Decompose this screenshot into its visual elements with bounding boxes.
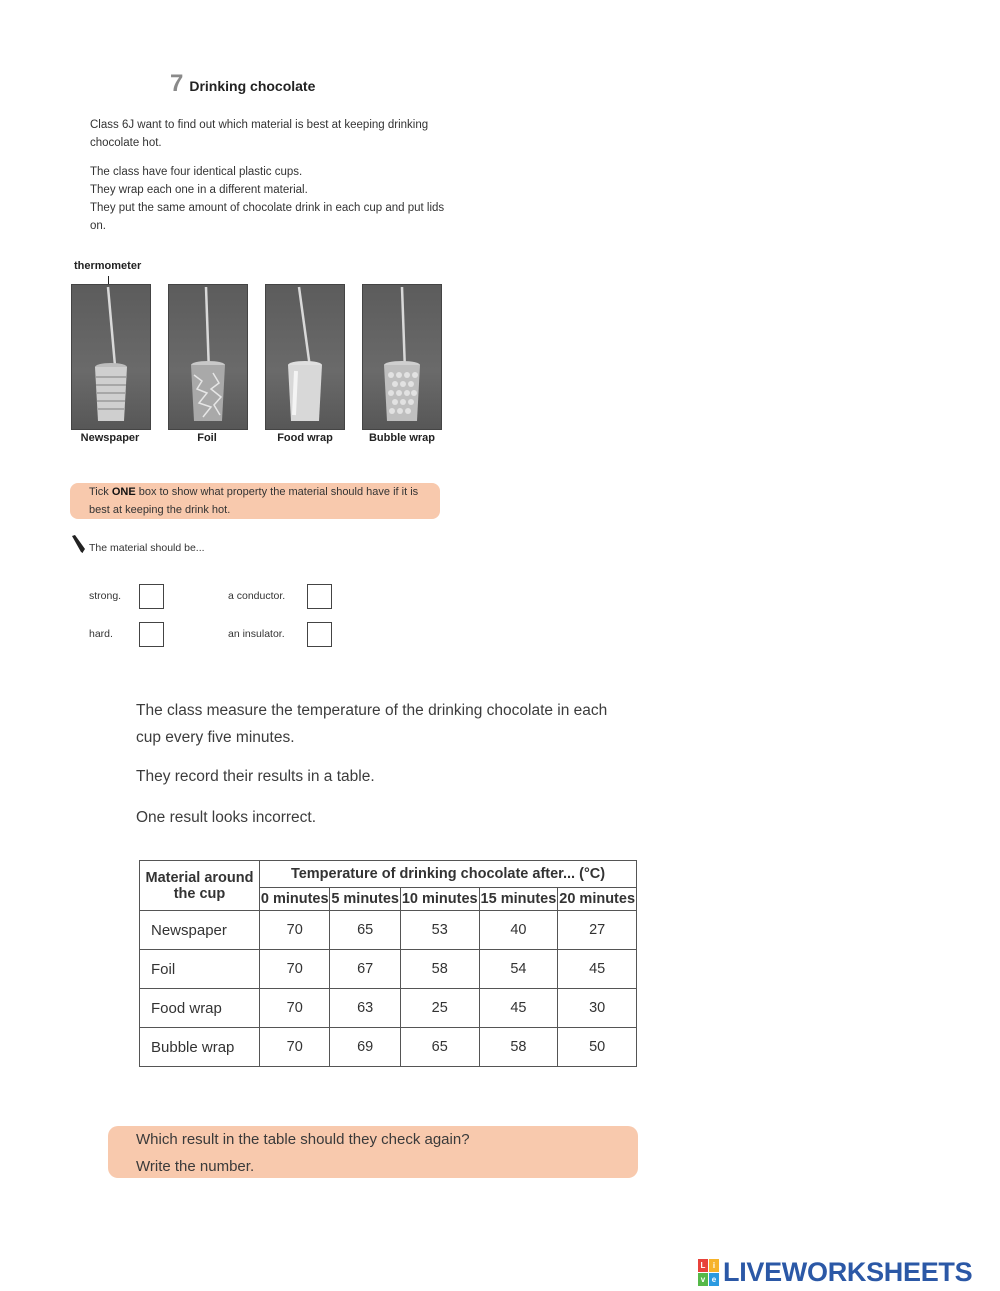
cup-label-foil: Foil <box>197 432 217 444</box>
logo-text: LIVEWORKSHEETS <box>723 1257 973 1287</box>
table-cell: 67 <box>330 950 400 989</box>
option-label-strong: strong. <box>89 590 122 602</box>
table-cell: 65 <box>400 1028 479 1067</box>
checkbox-strong[interactable] <box>139 584 164 609</box>
time-header: 5 minutes <box>330 888 400 911</box>
logo-letter: L <box>698 1259 708 1272</box>
row-material: Bubble wrap <box>140 1028 260 1067</box>
record-text: They record their results in a table. <box>136 768 375 785</box>
instruction-suffix: box to show what property the material should have if it is best at keeping the drink hot. <box>89 486 419 516</box>
setup-line: They put the same amount of chocolate drink in each cup and put lids on. <box>90 202 445 232</box>
table-cell: 53 <box>400 911 479 950</box>
table-cell: 54 <box>479 950 558 989</box>
measurement-text: The class measure the temperature of the drinking chocolate in each cup every five minutes. <box>136 702 608 746</box>
table-row <box>140 989 637 1028</box>
setup-line: They wrap each one in a different material. <box>90 184 308 196</box>
logo-letter: i <box>709 1259 719 1272</box>
question-number: 7 <box>170 70 184 97</box>
bubble-wrap-cup-icon <box>362 284 442 430</box>
tick-instruction-box <box>70 483 440 519</box>
table-cell: 69 <box>330 1028 400 1067</box>
logo-mark-icon <box>698 1259 719 1286</box>
cup-label-newspaper: Newspaper <box>80 432 140 444</box>
table-cell: 58 <box>400 950 479 989</box>
row-material: Newspaper <box>140 911 260 950</box>
table-row <box>140 950 637 989</box>
thermometer-label: thermometer <box>74 260 142 272</box>
temperature-header: Temperature of drinking chocolate after... (°C) <box>260 861 637 888</box>
incorrect-text: One result looks incorrect. <box>136 809 317 826</box>
table-cell: 40 <box>479 911 558 950</box>
row-material: Food wrap <box>140 989 260 1028</box>
time-header: 15 minutes <box>479 888 558 911</box>
table-cell: 45 <box>558 950 637 989</box>
option-label-conductor: a conductor. <box>228 590 286 602</box>
time-header: 0 minutes <box>260 888 330 911</box>
logo-letter: v <box>698 1273 708 1286</box>
table-cell: 63 <box>330 989 400 1028</box>
table-row <box>140 1028 637 1067</box>
table-cell: 65 <box>330 911 400 950</box>
food-wrap-cup-icon <box>265 284 345 430</box>
time-header: 10 minutes <box>400 888 479 911</box>
checkbox-insulator[interactable] <box>307 622 332 647</box>
pencil-icon <box>70 535 86 558</box>
newspaper-cup-icon <box>71 284 151 430</box>
instruction-emphasis: ONE <box>111 486 136 498</box>
option-label-insulator: an insulator. <box>228 628 285 640</box>
table-cell: 70 <box>260 989 330 1028</box>
intro-text: Class 6J want to find out which material is best at keeping drinking chocolate hot. <box>90 119 429 149</box>
cup-label-food-wrap: Food wrap <box>277 432 333 444</box>
checkbox-conductor[interactable] <box>307 584 332 609</box>
cup-label-bubble-wrap: Bubble wrap <box>368 432 435 444</box>
material-column-header: Material around the cup <box>140 861 260 911</box>
logo-letter: e <box>709 1273 719 1286</box>
table-cell: 45 <box>479 989 558 1028</box>
liveworksheets-logo <box>698 1257 972 1288</box>
row-material: Foil <box>140 950 260 989</box>
table-cell: 58 <box>479 1028 558 1067</box>
question-title <box>170 70 315 98</box>
foil-cup-icon <box>168 284 248 430</box>
table-cell: 25 <box>400 989 479 1028</box>
checkbox-hard[interactable] <box>139 622 164 647</box>
final-question-box <box>108 1126 638 1178</box>
table-cell: 70 <box>260 911 330 950</box>
setup-text <box>90 163 450 235</box>
results-table <box>139 860 637 1067</box>
question-heading: Drinking chocolate <box>189 78 316 94</box>
time-header: 20 minutes <box>558 888 637 911</box>
table-cell: 27 <box>558 911 637 950</box>
final-question-instruction: Write the number. <box>136 1158 255 1175</box>
table-row <box>140 911 637 950</box>
table-cell: 50 <box>558 1028 637 1067</box>
table-cell: 70 <box>260 1028 330 1067</box>
option-label-hard: hard. <box>89 628 113 640</box>
final-question-line: Which result in the table should they check again? <box>136 1131 470 1148</box>
setup-line: The class have four identical plastic cups. <box>90 166 303 178</box>
table-cell: 30 <box>558 989 637 1028</box>
instruction-prefix: Tick <box>89 486 112 498</box>
table-cell: 70 <box>260 950 330 989</box>
material-prompt: The material should be... <box>89 542 205 554</box>
